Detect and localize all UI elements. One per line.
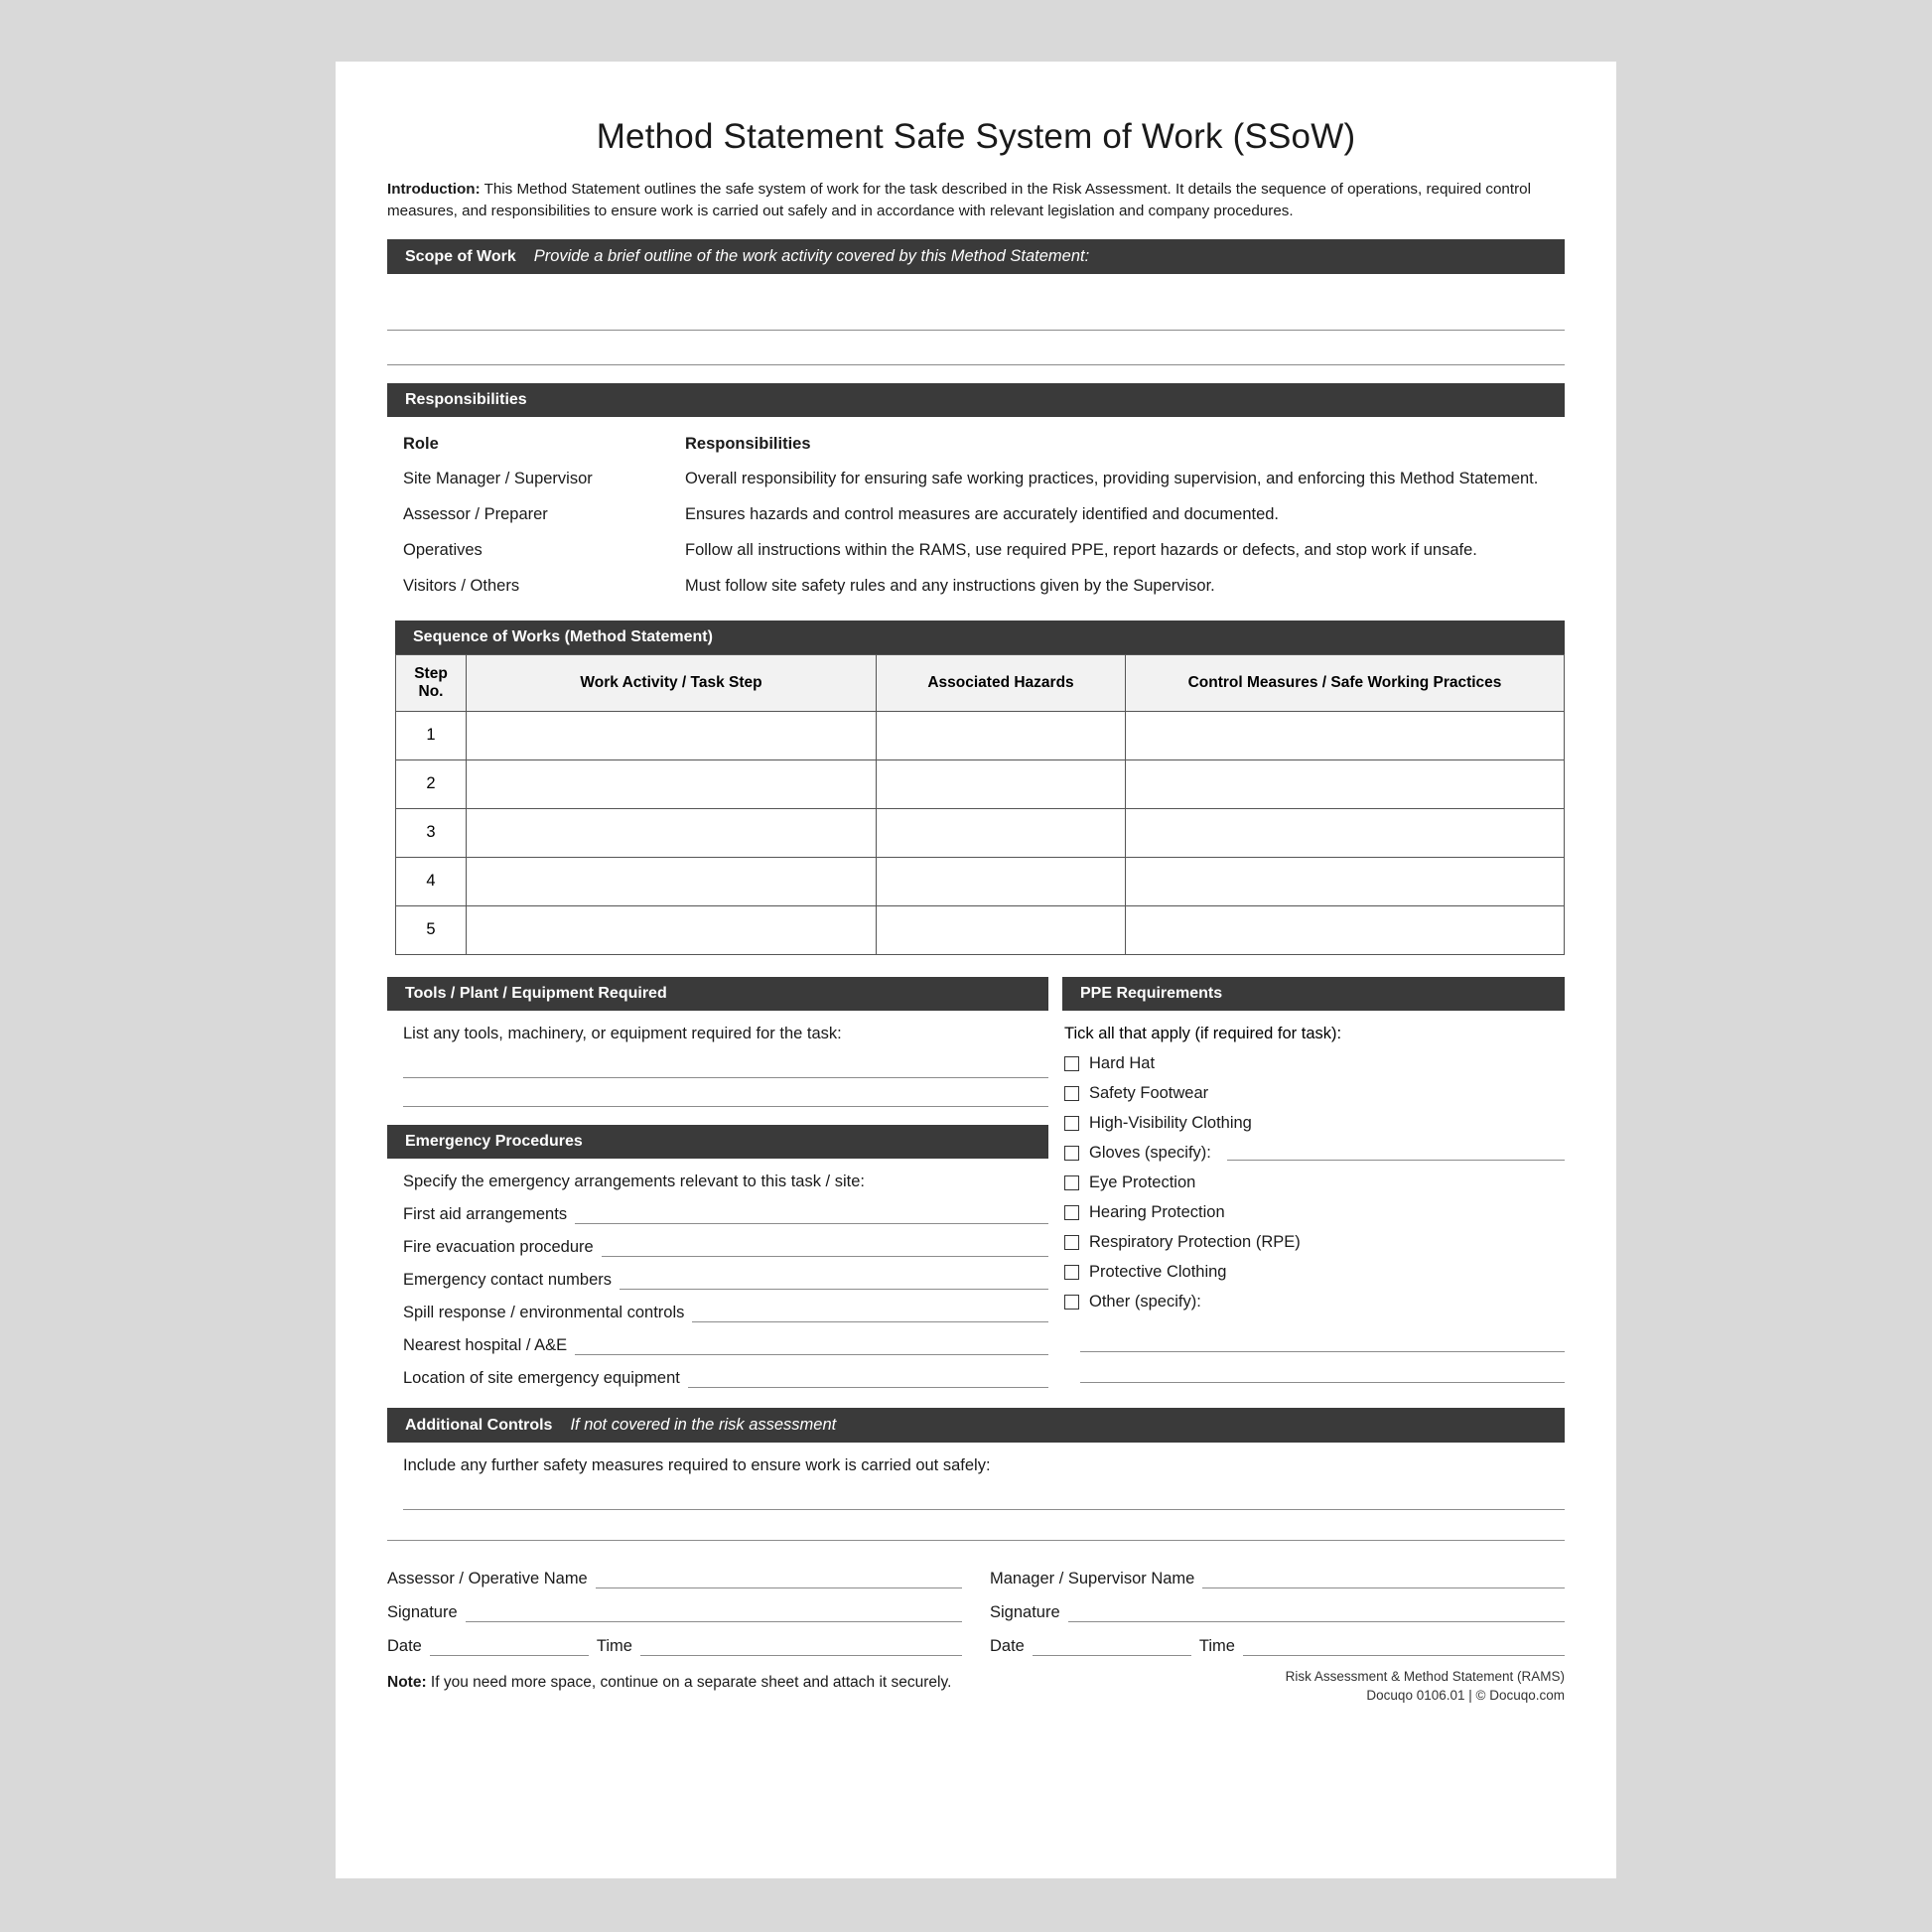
work-activity-cell[interactable] — [467, 808, 877, 857]
control-measures-cell[interactable] — [1126, 711, 1565, 759]
section-header-tools — [387, 977, 1048, 1011]
document-body — [387, 99, 1565, 1710]
col-header-work-activity: Work Activity / Task Step — [467, 654, 877, 711]
checkbox-icon[interactable] — [1064, 1295, 1079, 1310]
emergency-row — [403, 1322, 1048, 1355]
control-measures-cell[interactable] — [1126, 759, 1565, 808]
ppe-label: Safety Footwear — [1089, 1083, 1209, 1102]
responsibilities-heading: Responsibilities — [405, 391, 527, 409]
additional-hint: Include any further safety measures required to ensure work is carried out safely: — [403, 1455, 991, 1474]
emergency-input[interactable] — [575, 1206, 1048, 1224]
scope-write-line-1[interactable] — [387, 296, 1565, 331]
checkbox-icon[interactable] — [1064, 1116, 1079, 1131]
footer-line-1: Risk Assessment & Method Statement (RAMS) — [1285, 1668, 1565, 1684]
table-row — [396, 711, 1565, 759]
ppe-option-safety-footwear[interactable] — [1064, 1073, 1565, 1103]
table-row — [387, 464, 1565, 499]
assessor-signature-input[interactable] — [466, 1604, 962, 1622]
manager-date-label: Date — [990, 1636, 1025, 1655]
role-cell: Site Manager / Supervisor — [403, 470, 593, 488]
table-row — [387, 499, 1565, 535]
table-row — [387, 571, 1565, 607]
gloves-specify-input[interactable] — [1227, 1145, 1565, 1161]
responsibilities-table — [387, 427, 1565, 607]
emergency-row — [403, 1355, 1048, 1388]
work-activity-cell[interactable] — [467, 905, 877, 954]
work-activity-cell[interactable] — [467, 711, 877, 759]
tools-write-line-1[interactable] — [403, 1053, 1048, 1078]
responsibility-cell: Follow all instructions within the RAMS, use required PPE, report hazards or defects, and stop work if unsafe. — [685, 541, 1477, 560]
assessor-signature-label: Signature — [387, 1602, 458, 1621]
ppe-heading: PPE Requirements — [1080, 984, 1223, 1002]
checkbox-icon[interactable] — [1064, 1146, 1079, 1161]
responsibility-cell: Overall responsibility for ensuring safe working practices, providing supervision, and enforcing this Method Statement. — [685, 470, 1539, 488]
checkbox-icon[interactable] — [1064, 1056, 1079, 1071]
checkbox-icon[interactable] — [1064, 1265, 1079, 1280]
ppe-hint: Tick all that apply (if required for task): — [1064, 1024, 1342, 1042]
role-cell: Operatives — [403, 541, 483, 560]
ppe-label: High-Visibility Clothing — [1089, 1113, 1252, 1132]
section-header-sequence-of-works — [395, 621, 1565, 654]
ppe-option-high-visibility-clothing[interactable] — [1064, 1103, 1565, 1133]
work-activity-cell[interactable] — [467, 857, 877, 905]
tools-write-line-2[interactable] — [403, 1082, 1048, 1107]
role-cell: Visitors / Others — [403, 576, 520, 595]
assessor-name-label: Assessor / Operative Name — [387, 1569, 588, 1587]
emergency-label: Location of site emergency equipment — [403, 1368, 680, 1387]
hazards-cell[interactable] — [877, 759, 1126, 808]
responsibility-cell: Ensures hazards and control measures are accurately identified and documented. — [685, 505, 1280, 524]
manager-time-label: Time — [1198, 1636, 1235, 1655]
additional-subheading: If not covered in the risk assessment — [570, 1415, 837, 1434]
step-number: 4 — [396, 857, 467, 905]
scope-heading: Scope of Work — [405, 248, 516, 266]
introduction-label: Introduction: — [387, 181, 481, 198]
manager-name-label: Manager / Supervisor Name — [990, 1569, 1195, 1587]
responsibility-cell: Must follow site safety rules and any instructions given by the Supervisor. — [685, 576, 1215, 595]
work-activity-cell[interactable] — [467, 759, 877, 808]
checkbox-icon[interactable] — [1064, 1175, 1079, 1190]
note-label: Note: — [387, 1673, 427, 1691]
assessor-time-input[interactable] — [640, 1638, 962, 1656]
col-header-step-no: Step No. — [396, 654, 467, 711]
ppe-label: Gloves (specify): — [1089, 1143, 1211, 1162]
checkbox-icon[interactable] — [1064, 1086, 1079, 1101]
hazards-cell[interactable] — [877, 857, 1126, 905]
manager-date-input[interactable] — [1033, 1638, 1191, 1656]
ppe-label: Other (specify): — [1089, 1292, 1201, 1311]
introduction-text: This Method Statement outlines the safe system of work for the task described in the Risk Assessment. It details the sequence of operations, required control measures, and responsibilities to ensure work is carried out safely and in accordance with relevant legislation and company procedures. — [387, 181, 1531, 219]
ppe-label: Hearing Protection — [1089, 1202, 1225, 1221]
right-column — [1048, 977, 1565, 1388]
footer-line-2: Docuqo 0106.01 | © Docuqo.com — [1366, 1687, 1565, 1703]
scope-subheading: Provide a brief outline of the work activity covered by this Method Statement: — [533, 247, 1090, 266]
ppe-other-write-line-2[interactable] — [1080, 1360, 1565, 1383]
step-number: 3 — [396, 808, 467, 857]
ppe-label: Protective Clothing — [1089, 1262, 1227, 1281]
assessor-date-label: Date — [387, 1636, 422, 1655]
control-measures-cell[interactable] — [1126, 857, 1565, 905]
col-header-control-measures: Control Measures / Safe Working Practices — [1126, 654, 1565, 711]
step-number: 5 — [396, 905, 467, 954]
manager-date-time-row — [990, 1622, 1565, 1656]
emergency-hint: Specify the emergency arrangements relevant to this task / site: — [403, 1172, 865, 1190]
emergency-label: Nearest hospital / A&E — [403, 1335, 568, 1354]
table-row — [396, 759, 1565, 808]
table-header-row — [387, 427, 1565, 464]
role-cell: Assessor / Preparer — [403, 505, 548, 524]
control-measures-cell[interactable] — [1126, 905, 1565, 954]
table-header-row — [396, 654, 1565, 711]
ppe-option-protective-clothing[interactable] — [1064, 1252, 1565, 1282]
ppe-option-hearing-protection[interactable] — [1064, 1192, 1565, 1222]
assessor-time-label: Time — [596, 1636, 632, 1655]
emergency-label: Fire evacuation procedure — [403, 1237, 594, 1256]
section-header-additional-controls — [387, 1408, 1565, 1443]
tools-ppe-section — [387, 977, 1565, 1388]
emergency-input[interactable] — [688, 1370, 1048, 1388]
col-header-responsibilities: Responsibilities — [685, 435, 811, 454]
signoff-manager-column — [990, 1555, 1565, 1656]
hazards-cell[interactable] — [877, 808, 1126, 857]
emergency-row — [403, 1191, 1048, 1224]
emergency-input[interactable] — [602, 1239, 1048, 1257]
section-header-ppe — [1062, 977, 1565, 1011]
emergency-input[interactable] — [575, 1337, 1048, 1355]
hazards-cell[interactable] — [877, 711, 1126, 759]
assessor-date-time-row — [387, 1622, 962, 1656]
manager-time-input[interactable] — [1243, 1638, 1565, 1656]
ppe-option-gloves[interactable] — [1064, 1133, 1565, 1163]
checkbox-icon[interactable] — [1064, 1235, 1079, 1250]
emergency-heading: Emergency Procedures — [405, 1132, 583, 1150]
emergency-input[interactable] — [692, 1305, 1048, 1322]
manager-signature-label: Signature — [990, 1602, 1060, 1621]
step-number: 1 — [396, 711, 467, 759]
table-row — [396, 808, 1565, 857]
table-row — [387, 535, 1565, 571]
ppe-option-respiratory-protection[interactable] — [1064, 1222, 1565, 1252]
ppe-label: Respiratory Protection (RPE) — [1089, 1232, 1301, 1251]
col-header-associated-hazards: Associated Hazards — [877, 654, 1126, 711]
emergency-label: Emergency contact numbers — [403, 1270, 613, 1289]
step-number: 2 — [396, 759, 467, 808]
footer-meta — [1286, 1668, 1565, 1706]
ppe-label: Eye Protection — [1089, 1173, 1196, 1191]
scope-write-line-2[interactable] — [387, 331, 1565, 365]
additional-heading: Additional Controls — [405, 1416, 553, 1434]
ppe-option-eye-protection[interactable] — [1064, 1163, 1565, 1192]
ppe-label: Hard Hat — [1089, 1053, 1156, 1072]
table-row — [396, 857, 1565, 905]
ppe-option-hard-hat[interactable] — [1064, 1043, 1565, 1073]
section-header-emergency-procedures — [387, 1125, 1048, 1159]
sequence-of-works-table — [395, 654, 1565, 955]
manager-signature-row — [990, 1588, 1565, 1622]
tools-heading: Tools / Plant / Equipment Required — [405, 984, 667, 1002]
tools-hint: List any tools, machinery, or equipment required for the task: — [403, 1024, 842, 1042]
ppe-other-write-line-1[interactable] — [1080, 1329, 1565, 1352]
signoff-assessor-column — [387, 1555, 962, 1656]
ppe-option-other[interactable] — [1064, 1282, 1565, 1311]
control-measures-cell[interactable] — [1126, 808, 1565, 857]
manager-name-row — [990, 1555, 1565, 1588]
section-header-responsibilities — [387, 383, 1565, 417]
emergency-input[interactable] — [620, 1272, 1048, 1290]
table-row — [396, 905, 1565, 954]
note-body: If you need more space, continue on a separate sheet and attach it securely. — [426, 1673, 952, 1691]
manager-name-input[interactable] — [1202, 1571, 1565, 1588]
assessor-name-input[interactable] — [596, 1571, 962, 1588]
sequence-heading: Sequence of Works (Method Statement) — [413, 627, 713, 645]
assessor-signature-row — [387, 1588, 962, 1622]
manager-signature-input[interactable] — [1068, 1604, 1565, 1622]
additional-write-line-1[interactable] — [403, 1485, 1565, 1510]
introduction-paragraph — [387, 179, 1565, 221]
section-header-scope-of-work — [387, 239, 1565, 274]
emergency-label: First aid arrangements — [403, 1204, 568, 1223]
document-page — [336, 62, 1616, 1878]
emergency-label: Spill response / environmental controls — [403, 1303, 685, 1321]
emergency-row — [403, 1257, 1048, 1290]
assessor-name-row — [387, 1555, 962, 1588]
emergency-row — [403, 1290, 1048, 1322]
col-header-role: Role — [403, 435, 439, 454]
page-title: Method Statement Safe System of Work (SSoW) — [596, 117, 1356, 156]
signoff-section — [387, 1540, 1565, 1710]
assessor-date-input[interactable] — [430, 1638, 589, 1656]
emergency-row — [403, 1224, 1048, 1257]
hazards-cell[interactable] — [877, 905, 1126, 954]
left-column — [387, 977, 1048, 1388]
checkbox-icon[interactable] — [1064, 1205, 1079, 1220]
